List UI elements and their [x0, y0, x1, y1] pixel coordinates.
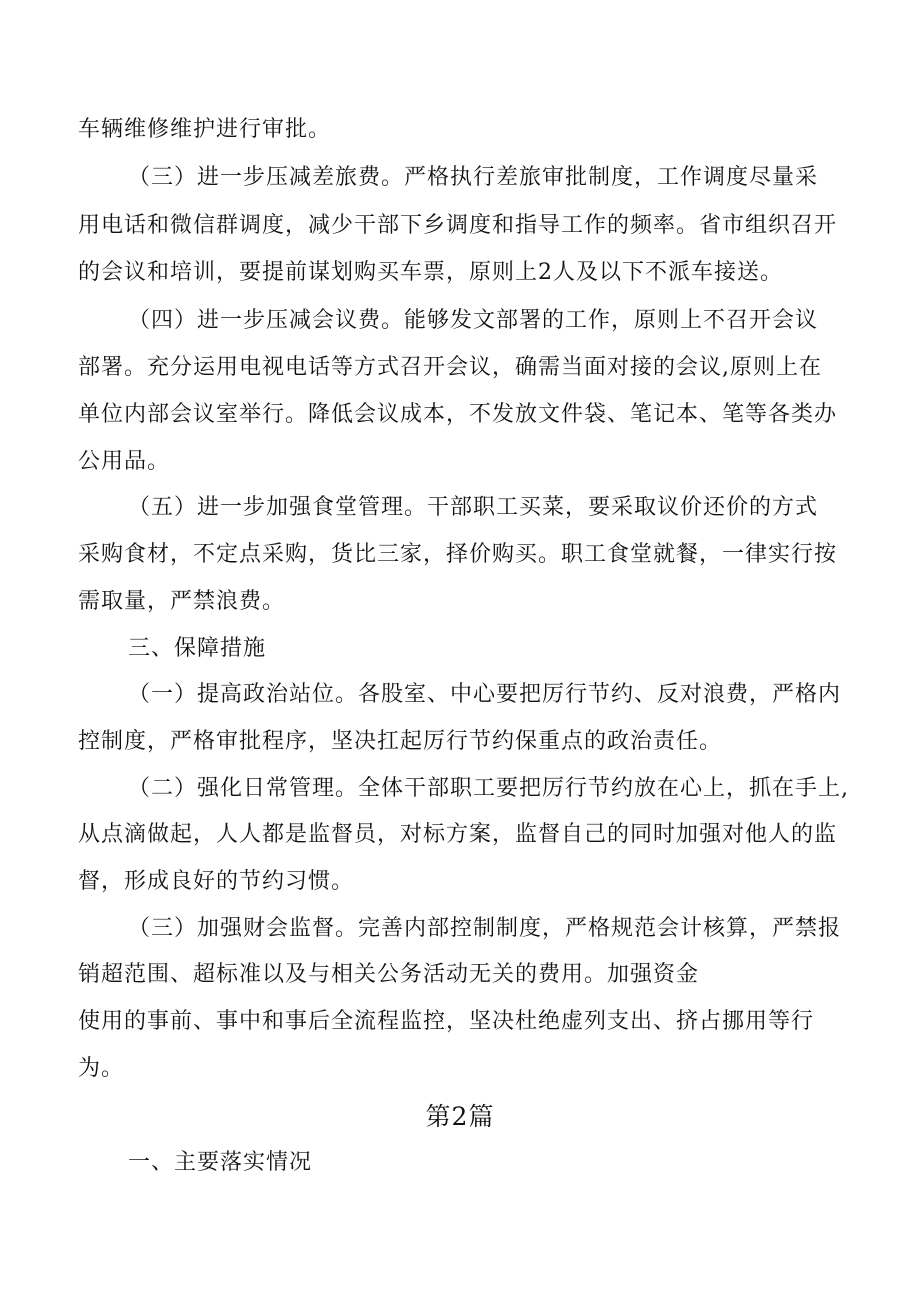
paragraph-line: 为。: [78, 1056, 125, 1081]
paragraph-line: （五）进一步加强食堂管理。干部职工买菜，要采取议价还价的方式: [128, 495, 819, 520]
paragraph-line: （二）强化日常管理。全体干部职工要把厉行节约放在心上，抓在手上,: [128, 776, 849, 801]
paragraph-line: （一）提高政治站位。各股室、中心要把厉行节约、反对浪费，严格内: [128, 682, 842, 707]
paragraph-line: 从点滴做起，人人都是监督员，对标方案，监督自己的同时加强对他人的监: [78, 822, 838, 847]
paragraph-line: 部署。充分运用电视电话等方式召开会议，确需当面对接的会议,原则上在: [78, 355, 822, 380]
paragraph-line: 的会议和培训，要提前谋划购买车票，原则上2人及以下不派车接送。: [78, 260, 783, 285]
sub-heading: 一、主要落实情况: [128, 1150, 313, 1175]
paragraph-line: 需取量，严禁浪费。: [78, 589, 286, 614]
paragraph-line: （三）加强财会监督。完善内部控制制度，严格规范会计核算，严禁报: [128, 916, 842, 941]
paragraph-line: 督，形成良好的节约习惯。: [78, 869, 355, 894]
paragraph-line: （三）进一步压减差旅费。严格执行差旅审批制度，工作调度尽量采: [128, 165, 819, 190]
paragraph-line: 使用的事前、事中和事后全流程监控，坚决杜绝虚列支出、挤占挪用等行: [78, 1009, 815, 1034]
section-title: 第2篇: [425, 1102, 495, 1131]
paragraph-line: （四）进一步压减会议费。能够发文部署的工作，原则上不召开会议: [128, 308, 819, 333]
paragraph-line: 单位内部会议室举行。降低会议成本，不发放文件袋、笔记本、笔等各类办: [78, 402, 838, 427]
paragraph-line: 控制度，严格审批程序，坚决扛起厉行节约保重点的政治责任。: [78, 729, 723, 754]
paragraph-line: 公用品。: [78, 449, 171, 474]
paragraph-line: 用电话和微信群调度，减少干部下乡调度和指导工作的频率。省市组织召开: [78, 213, 838, 238]
paragraph-line: 车辆维修维护进行审批。: [78, 117, 332, 142]
paragraph-line: 采购食材，不定点采购，货比三家，择价购买。职工食堂就餐，一律实行按: [78, 542, 838, 567]
section-heading: 三、保障措施: [128, 636, 267, 661]
paragraph-line: 销超范围、超标准以及与相关公务活动无关的费用。加强资金: [78, 962, 700, 987]
